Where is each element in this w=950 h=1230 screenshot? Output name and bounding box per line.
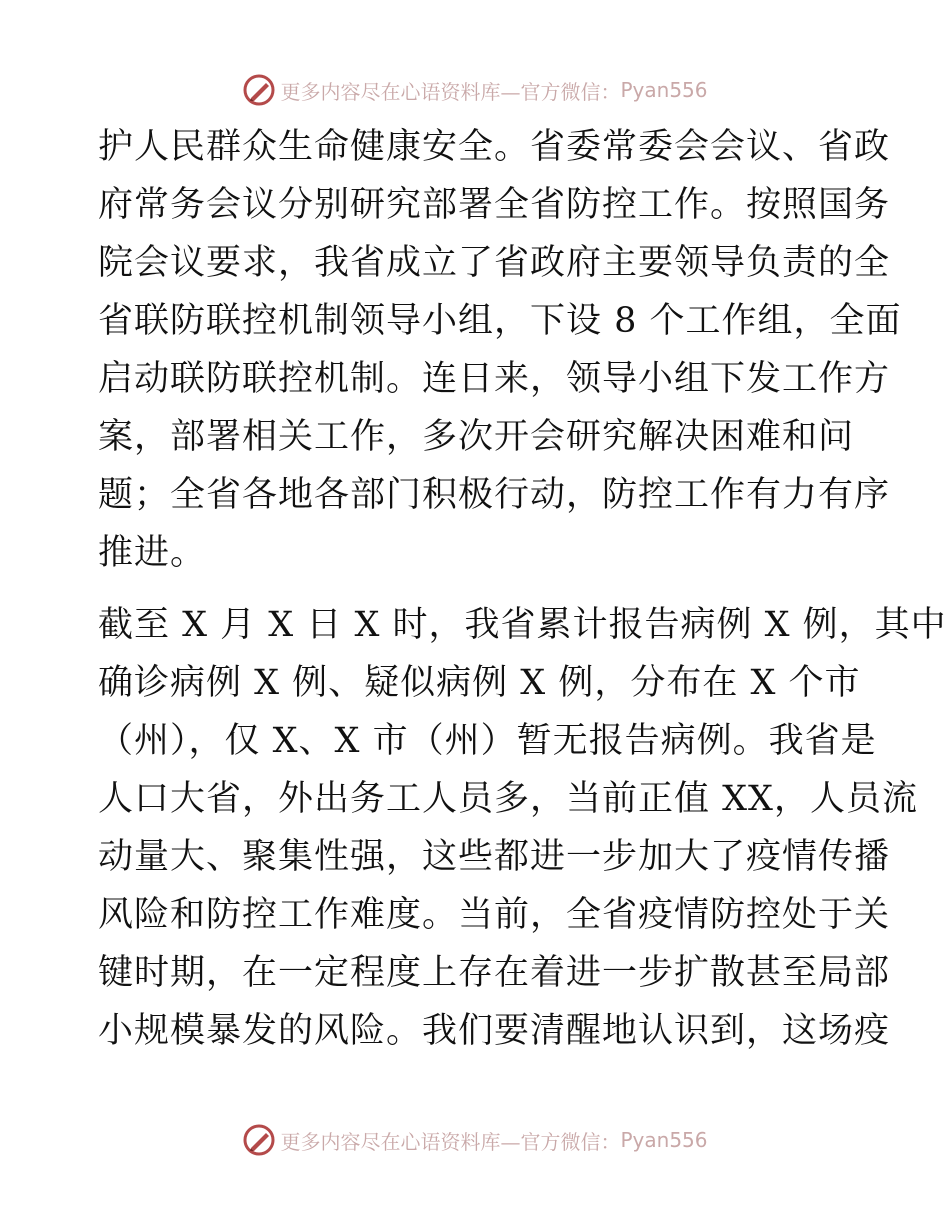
header-watermark bbox=[0, 70, 950, 110]
text-line: 风险和防控工作难度。当前，全省疫情防控处于关 bbox=[98, 895, 891, 935]
pen-logo-icon bbox=[242, 1123, 276, 1157]
text-line: 省联防联控机制领导小组，下设 8 个工作组，全面 bbox=[98, 301, 902, 341]
footer-watermark bbox=[0, 1120, 950, 1160]
paragraph-1 bbox=[98, 118, 902, 582]
footer-watermark-text: 更多内容尽在心语资料库—官方微信： bbox=[280, 1129, 621, 1154]
pen-logo-icon bbox=[242, 73, 276, 107]
text-line: 动量大、聚集性强，这些都进一步加大了疫情传播 bbox=[98, 837, 891, 877]
text-line: 截至 X 月 X 日 X 时，我省累计报告病例 X 例，其中 bbox=[98, 605, 947, 645]
paragraph-2 bbox=[98, 596, 947, 1060]
footer-watermark-id: Pyan556 bbox=[620, 1128, 708, 1152]
header-watermark-text: 更多内容尽在心语资料库—官方微信： bbox=[280, 79, 621, 104]
text-line: 院会议要求，我省成立了省政府主要领导负责的全 bbox=[98, 243, 891, 283]
text-line: 护人民群众生命健康安全。省委常委会会议、省政 bbox=[98, 127, 891, 167]
text-line: 府常务会议分别研究部署全省防控工作。按照国务 bbox=[98, 185, 891, 225]
text-line: 题；全省各地各部门积极行动，防控工作有力有序 bbox=[98, 475, 891, 515]
text-line: 启动联防联控机制。连日来，领导小组下发工作方 bbox=[98, 359, 891, 399]
text-line: 小规模暴发的风险。我们要清醒地认识到，这场疫 bbox=[98, 1011, 891, 1051]
text-line: 键时期，在一定程度上存在着进一步扩散甚至局部 bbox=[98, 953, 891, 993]
text-line: 人口大省，外出务工人员多，当前正值 XX，人员流 bbox=[98, 779, 918, 819]
document-body bbox=[98, 118, 947, 1060]
header-watermark-id: Pyan556 bbox=[620, 78, 708, 102]
text-line: 确诊病例 X 例、疑似病例 X 例，分布在 X 个市 bbox=[98, 663, 861, 703]
text-line: 推进。 bbox=[98, 533, 207, 573]
text-line: 案，部署相关工作，多次开会研究解决困难和问 bbox=[98, 417, 855, 457]
text-line: （州），仅 X、X 市（州）暂无报告病例。我省是 bbox=[98, 721, 877, 761]
